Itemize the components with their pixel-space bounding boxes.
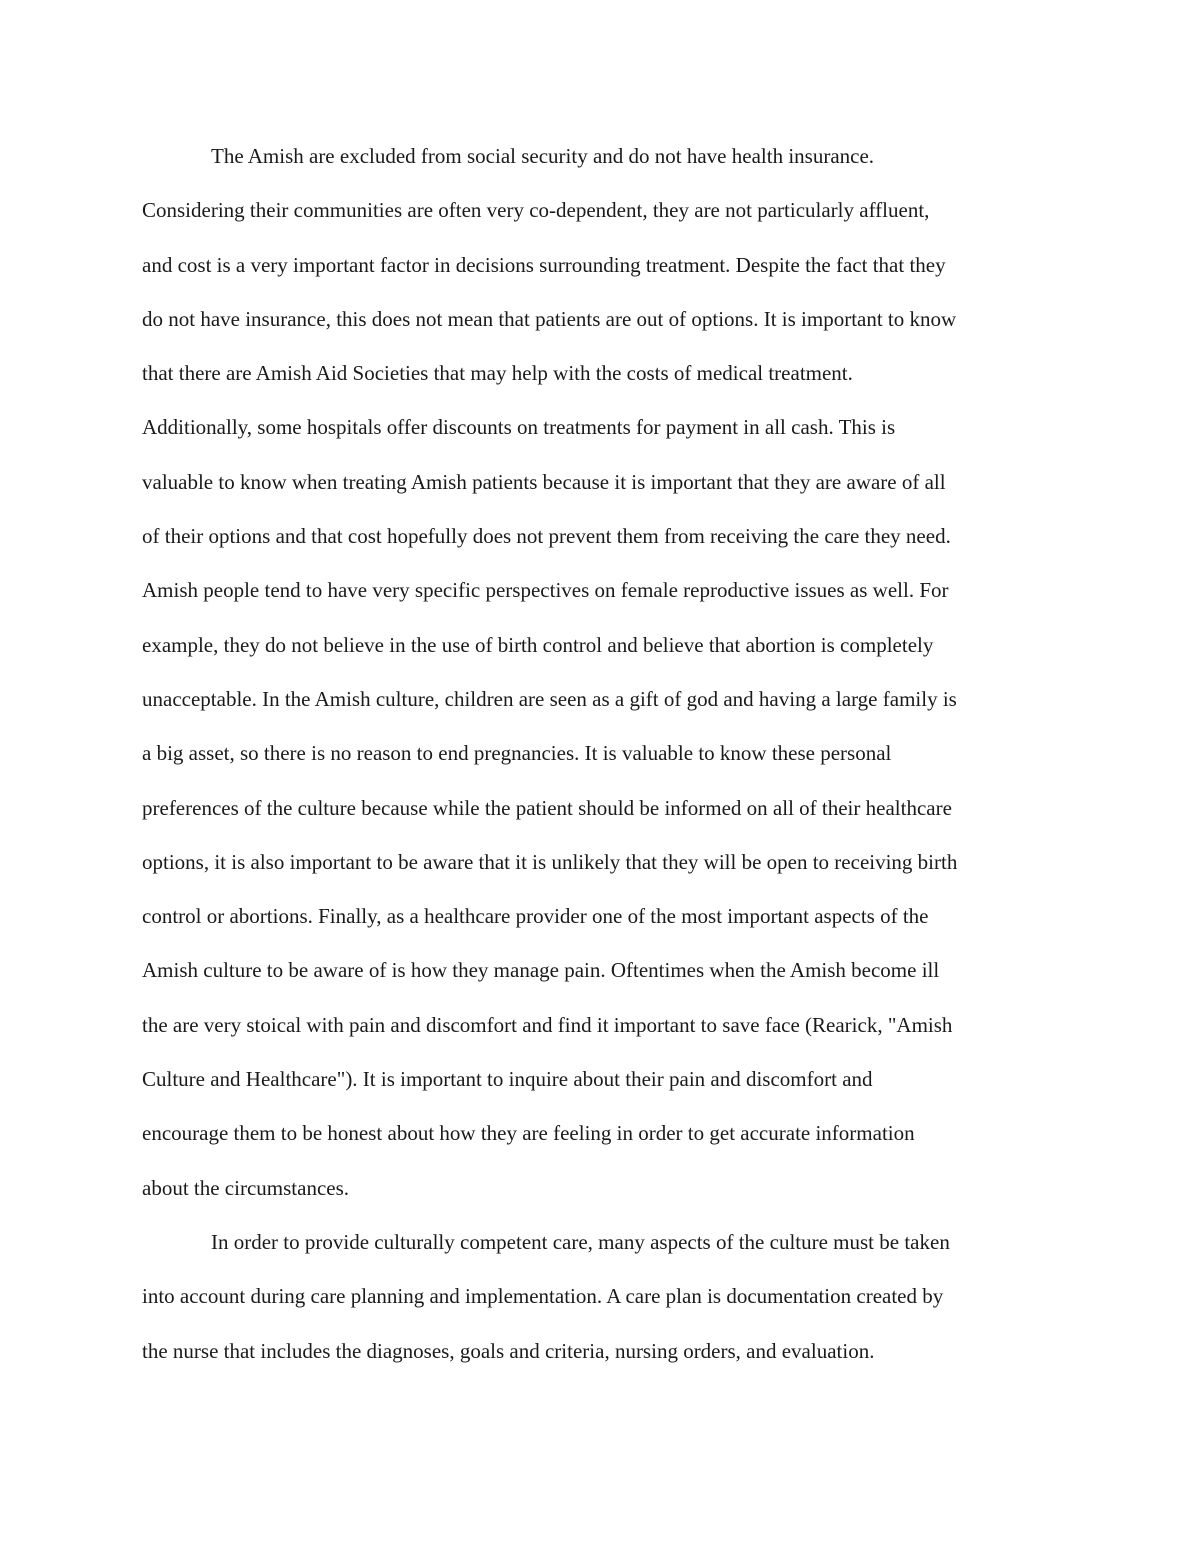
text-line: In order to provide culturally competent care, many aspects of the culture must be taken xyxy=(211,1229,950,1254)
text-line: Amish people tend to have very specific perspectives on female reproductive issues as well. For xyxy=(142,578,949,603)
text-line: control or abortions. Finally, as a healthcare provider one of the most important aspects of the xyxy=(142,904,929,929)
text-line: about the circumstances. xyxy=(142,1175,350,1200)
text-line: valuable to know when treating Amish patients because it is important that they are aware of all xyxy=(142,469,946,494)
text-line: The Amish are excluded from social security and do not have health insurance. xyxy=(211,144,875,168)
text-line: preferences of the culture because while the patient should be informed on all of their healthcare xyxy=(142,795,952,820)
text-line: the are very stoical with pain and discomfort and find it important to save face (Rearick, "Amish xyxy=(142,1012,953,1037)
text-line: into account during care planning and implementation. A care plan is documentation created by xyxy=(142,1284,944,1309)
paragraph-2 xyxy=(142,1215,1062,1378)
text-line: and cost is a very important factor in decisions surrounding treatment. Despite the fact that they xyxy=(142,252,946,277)
paragraph-1 xyxy=(142,129,1062,1215)
text-line: options, it is also important to be aware that it is unlikely that they will be open to receiving birth xyxy=(142,849,958,874)
text-line: Amish culture to be aware of is how they manage pain. Oftentimes when the Amish become ill xyxy=(142,958,940,983)
text-line: Culture and Healthcare"). It is important to inquire about their pain and discomfort and xyxy=(142,1067,873,1092)
text-line: of their options and that cost hopefully does not prevent them from receiving the care they need. xyxy=(142,524,951,549)
text-line: Considering their communities are often very co-dependent, they are not particularly affluent, xyxy=(142,198,930,223)
document-body xyxy=(142,129,1062,1378)
text-line: do not have insurance, this does not mean that patients are out of options. It is important to know xyxy=(142,306,957,331)
text-line: Additionally, some hospitals offer discounts on treatments for payment in all cash. This is xyxy=(142,415,896,440)
text-line: encourage them to be honest about how they are feeling in order to get accurate information xyxy=(142,1121,915,1146)
text-line: the nurse that includes the diagnoses, goals and criteria, nursing orders, and evaluation. xyxy=(142,1338,875,1363)
text-line: example, they do not believe in the use of birth control and believe that abortion is completely xyxy=(142,632,934,657)
text-line: that there are Amish Aid Societies that may help with the costs of medical treatment. xyxy=(142,361,853,386)
text-line: a big asset, so there is no reason to end pregnancies. It is valuable to know these personal xyxy=(142,741,892,766)
text-line: unacceptable. In the Amish culture, children are seen as a gift of god and having a large family is xyxy=(142,686,957,711)
